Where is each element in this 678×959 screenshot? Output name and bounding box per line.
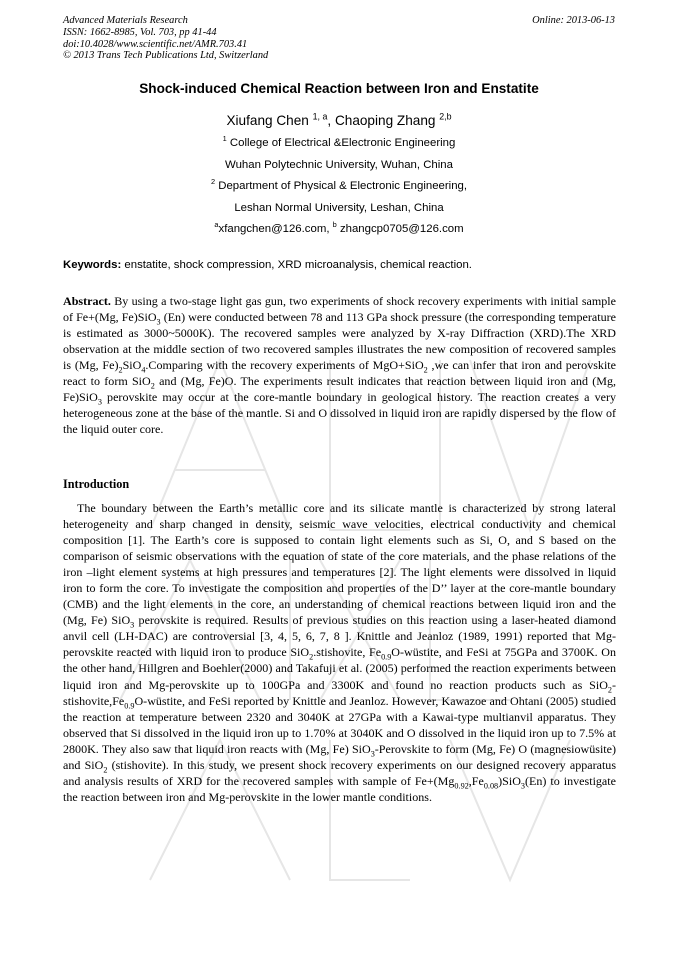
affiliation-1-line-1 — [0, 134, 678, 149]
subscript: 3 — [520, 781, 525, 791]
author-separator: , — [327, 113, 335, 128]
subscript: 3 — [130, 620, 135, 630]
author-emails — [0, 220, 678, 235]
abstract-text: (En) were conducted between 78 and 113 GPa shock pressure (the corresponding temperature is estimated as 3000~5000K). The recovered samples were analyzed by X-ray Diffraction (XRD).The XRD observation at the middle section of two recovered samples illustrates the new composition of recovered samples is (Mg, Fe) — [63, 310, 616, 373]
abstract-text: SiO — [122, 358, 142, 373]
abstract-text: ,we can infer that iron and perovskite react to form SiO — [63, 358, 616, 389]
journal-issn: ISSN: 1662-8985, Vol. 703, pp 41-44 — [63, 26, 217, 38]
author-2-affiliation-mark: 2,b — [439, 111, 452, 122]
subscript: 2 — [607, 684, 612, 694]
abstract — [63, 293, 616, 437]
affiliation-2-department: Department of Physical & Electronic Engineering, — [215, 180, 468, 192]
subscript: 0.9 — [124, 700, 135, 710]
affiliation-2-mark: 2 — [210, 177, 216, 187]
subscript: 3 — [370, 749, 375, 759]
abstract-text: and (Mg, Fe)O. The experiments result indicates that reaction between liquid iron and (Mg, Fe)SiO — [63, 374, 616, 405]
subscript: 2 — [118, 365, 123, 375]
subscript: 0.9 — [381, 652, 392, 662]
paper-title: Shock-induced Chemical Reaction between Iron and Enstatite — [139, 81, 539, 96]
author-2: Chaoping Zhang — [334, 113, 436, 128]
author-line — [0, 113, 678, 128]
body-text: -Perovskite to form (Mg, Fe) O (magnesiowüsite) and SiO — [63, 741, 616, 772]
author-1: Xiufang Chen — [226, 113, 309, 128]
body-text: (En) to investigate the reaction between iron and Mg-perovskite in the lower mantle conditions. — [63, 773, 616, 804]
abstract-label: Abstract. — [63, 294, 111, 308]
affiliation-2-line-1 — [0, 177, 678, 192]
introduction-paragraph — [63, 500, 616, 805]
body-text: ,Fe — [468, 773, 484, 788]
email-a-mark: a — [214, 220, 219, 230]
subscript: 0.08 — [483, 781, 499, 791]
body-text: The boundary between the Earth’s metallic core and its silicate mantle is characterized by strong lateral heterogeneity and sharp changed in density, seismic wave velocities, electrical conductivity and chemical composition [1]. The Earth’s core is supposed to contain light elements such as Si, O, and S based on the comparison of seismic observations with the equation of state of the core materials, and the phase relations of the iron –light element systems at high pressures and temperatures [2]. The light elements were dissolved in liquid iron to form the core. To investigate the composition and properties of the D’’ layer at the core-mantle boundary (CMB) and the light elements in the core, an understanding of chemical reactions between liquid iron and the (Mg, Fe) SiO — [63, 501, 616, 628]
body-text: .stishovite, Fe — [313, 645, 382, 660]
body-text: perovskite is required. Results of previous studies on this reaction using a laser-heated diamond anvil cell (LH-DAC) are controversial [3, 4, 5, 6, 7, 8 ]. Knittle and Jeanloz (1989, 1991) reported that Mg-perovskite reacted with liquid iron to produce SiO — [63, 613, 616, 660]
affiliation-2-institution: Leshan Normal University, Leshan, China — [234, 202, 444, 214]
body-text: O-wüstite, and FeSi at 75GPa and 3700K. On the other hand, Hillgren and Boehler(2000) and Takafuji et al. (2005) performed the reaction experiments between liquid iron and Mg-perovskite up to 100GPa and 3300K and found no reaction products such as SiO — [63, 645, 616, 692]
author-1-affiliation-mark: 1, a — [312, 111, 328, 122]
subscript: 2 — [103, 765, 108, 775]
journal-name: Advanced Materials Research — [63, 15, 188, 26]
keywords-text: enstatite, shock compression, XRD microanalysis, chemical reaction. — [121, 259, 472, 271]
subscript: 0.92 — [454, 781, 469, 791]
body-text: (stishovite). In this study, we present shock recovery experiments on our designed recovery apparatus and analysis results of XRD for the recovered samples with sample of Fe+(Mg — [63, 757, 617, 788]
subscript: 3 — [156, 317, 161, 327]
online-date: Online: 2013-06-13 — [532, 15, 615, 26]
body-text: O-wüstite, and FeSi reported by Knittle and Jeanloz. However, Kawazoe and Ohtani (2005) studied the reaction at temperature between 2320 and 3040K at 27GPa with a Kawai-type multianvil apparatus. They observed that Si dissolved in the liquid iron up to 1.70% at 3040K and O dissolved in the liquid iron up to 7.5% at 2800K. They also saw that liquid iron reacts with (Mg, Fe) SiO — [63, 693, 616, 756]
email-a: xfangchen@126.com, — [218, 223, 333, 235]
email-b: zhangcp0705@126.com — [336, 223, 464, 235]
keywords — [63, 259, 615, 271]
affiliation-1-mark: 1 — [222, 134, 227, 144]
keywords-label: Keywords: — [63, 259, 122, 271]
journal-header — [63, 15, 268, 62]
abstract-text: .Comparing with the recovery experiments of MgO+SiO — [145, 358, 424, 373]
affiliation-1-institution: Wuhan Polytechnic University, Wuhan, China — [225, 159, 453, 171]
body-text: -stishovite,Fe — [63, 677, 616, 708]
abstract-text: perovskite may occur at the core-mantle boundary in geological history. The reaction creates a very heterogeneous zone at the base of the mantle. Si and O dissolved in liquid iron are rapidly dispersed by the flow of the liquid outer core. — [63, 390, 616, 437]
subscript: 2 — [423, 365, 428, 375]
body-text: )SiO — [498, 773, 521, 788]
subscript: 4 — [141, 365, 146, 375]
subscript: 2 — [150, 381, 155, 391]
email-b-mark: b — [332, 220, 337, 230]
abstract-text: By using a two-stage light gas gun, two experiments of shock recovery experiments with initial sample of Fe+(Mg, Fe)SiO — [63, 294, 616, 325]
affiliation-1-department: College of Electrical &Electronic Engineering — [226, 137, 456, 149]
subscript: 3 — [97, 397, 102, 407]
subscript: 2 — [309, 652, 314, 662]
journal-doi: doi:10.4028/www.scientific.net/AMR.703.41 — [63, 38, 248, 50]
journal-copyright: © 2013 Trans Tech Publications Ltd, Switzerland — [63, 50, 269, 62]
introduction-heading: Introduction — [63, 477, 130, 491]
